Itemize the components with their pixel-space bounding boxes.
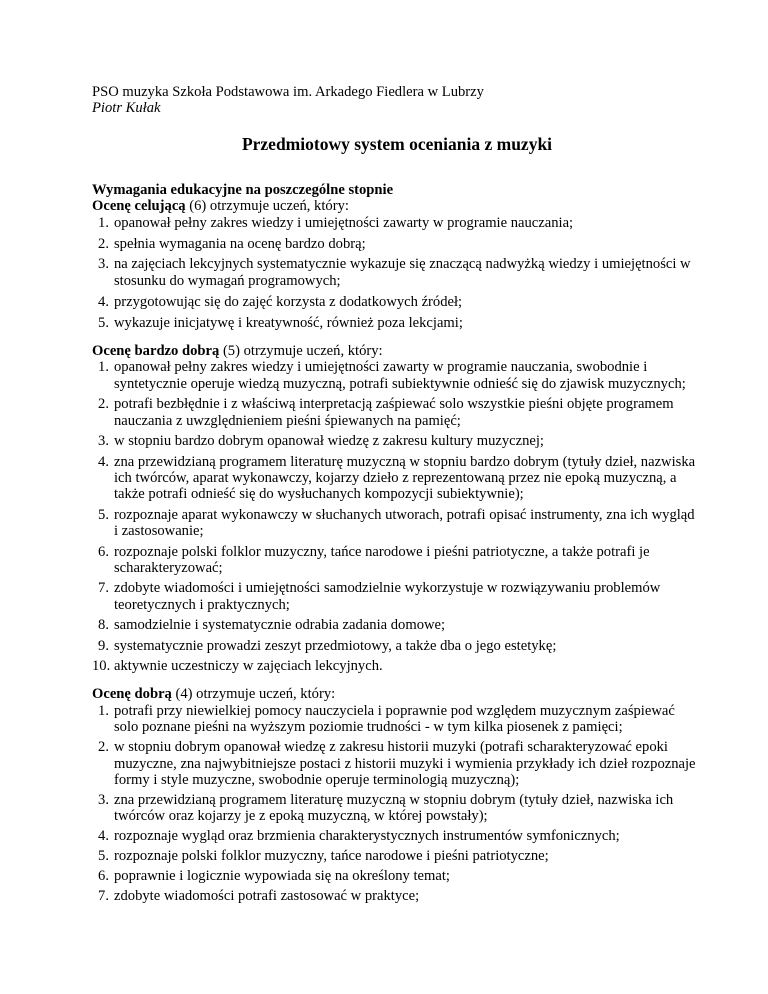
list-item-number: 4. (98, 453, 109, 470)
list-item-number: 8. (98, 617, 109, 634)
document-page (92, 84, 702, 917)
list-item-text: opanował pełny zakres wiedzy i umiejętności zawarty w programie nauczania, swobodnie i syntetycznie operuje wiedzą muzyczną, potrafi subiektywnie odnieść się do zjawisk muzycznych; (114, 359, 686, 392)
grade-block (92, 198, 702, 331)
list-item-number: 5. (98, 848, 109, 865)
list-item-text: poprawnie i logicznie wypowiada się na określony temat; (114, 868, 450, 885)
list-item-text: potrafi przy niewielkiej pomocy nauczyciela i poprawnie pod względem muzycznym zaśpiewać solo poznane pieśni na wyższym poziomie trudności - w tym kilka piosenek z pamięci; (114, 702, 675, 736)
list-item-number: 2. (98, 396, 109, 413)
grade-intro (92, 198, 702, 214)
list-item (92, 580, 702, 613)
list-item-number: 4. (98, 828, 109, 845)
grade-intro (92, 343, 702, 359)
list-item (92, 294, 702, 310)
list-item (92, 617, 702, 633)
list-item-number: 10. (92, 657, 111, 674)
list-item-number: 7. (98, 580, 109, 597)
list-item-number: 2. (98, 235, 109, 252)
list-item (92, 315, 702, 331)
list-item-text: rozpoznaje aparat wykonawczy w słuchanych utworach, potrafi opisać instrumenty, zna ich wygląd i zastosowanie; (114, 506, 695, 540)
grade-name: Ocenę dobrą (92, 686, 172, 703)
list-item (92, 215, 702, 231)
list-item (92, 359, 702, 392)
list-item-text: aktywnie uczestniczy w zajęciach lekcyjnych. (114, 657, 383, 674)
list-item-text: zdobyte wiadomości potrafi zastosować w praktyce; (114, 888, 420, 905)
list-item-text: rozpoznaje polski folklor muzyczny, tańce narodowe i pieśni patriotyczne; (114, 848, 549, 865)
list-item-number: 7. (98, 888, 109, 905)
list-item-number: 1. (98, 359, 109, 376)
list-item (92, 658, 702, 674)
list-item (92, 888, 702, 904)
list-item-text: potrafi bezbłędnie i z właściwą interpretacją zaśpiewać solo wszystkie pieśni objęte programem nauczania z uwzględnieniem pieśni śpiewanych na pamięć; (114, 396, 674, 429)
list-item (92, 396, 702, 429)
requirements-list (92, 703, 702, 905)
list-item-number: 3. (98, 433, 109, 450)
list-item-text: opanował pełny zakres wiedzy i umiejętności zawarty w programie nauczania; (114, 214, 574, 231)
document-header (92, 84, 702, 117)
list-item-text: zna przewidzianą programem literaturę muzyczną w stopniu bardzo dobrym (tytuły dzieł, nazwiska ich twórców, aparat wykonawczy, kojarzy dzieło z reprezentowaną przez nie epoką muzyczną, a także potrafi odnieść się do wysłuchanych kompozycji subiektywnie); (114, 453, 696, 503)
list-item-text: w stopniu bardzo dobrym opanował wiedzę z zakresu kultury muzycznej; (114, 433, 544, 450)
requirements-list (92, 359, 702, 674)
grade-intro-text: (5) otrzymuje uczeń, który: (219, 343, 383, 360)
list-item-text: rozpoznaje wygląd oraz brzmienia charakterystycznych instrumentów symfonicznych; (114, 828, 620, 845)
grade-intro-text: (6) otrzymuje uczeń, który: (185, 198, 349, 215)
list-item (92, 433, 702, 449)
list-item (92, 507, 702, 540)
list-item-text: na zajęciach lekcyjnych systematycznie wykazuje się znaczącą nadwyżką wiedzy i umiejętności w stosunku do wymagań programowych; (114, 256, 691, 289)
list-item-number: 3. (98, 256, 109, 273)
list-item (92, 236, 702, 252)
page-title: Przedmiotowy system oceniania z muzyki (241, 133, 553, 154)
grade-intro (92, 686, 702, 702)
list-item (92, 828, 702, 844)
list-item-number: 1. (98, 702, 109, 719)
list-item (92, 868, 702, 884)
list-item (92, 739, 702, 788)
grade-name: Ocenę bardzo dobrą (92, 343, 220, 360)
grades-container (92, 198, 702, 905)
list-item-number: 2. (98, 739, 109, 756)
list-item-number: 5. (98, 506, 109, 523)
list-item-text: przygotowując się do zajęć korzysta z dodatkowych źródeł; (114, 293, 463, 310)
list-item-text: spełnia wymagania na ocenę bardzo dobrą; (114, 235, 366, 252)
list-item-text: rozpoznaje polski folklor muzyczny, tańce narodowe i pieśni patriotyczne, a także potrafi je scharakteryzować; (114, 543, 650, 576)
list-item-number: 1. (98, 214, 109, 231)
requirements-list (92, 215, 702, 331)
list-item-number: 3. (98, 792, 109, 808)
list-item (92, 256, 702, 289)
header-author: Piotr Kułak (92, 100, 161, 117)
list-item (92, 848, 702, 864)
list-item (92, 454, 702, 503)
grade-block (92, 686, 702, 904)
list-item-text: zdobyte wiadomości i umiejętności samodzielnie wykorzystuje w rozwiązywaniu problemów teoretycznych i praktycznych; (114, 580, 661, 613)
section-heading: Wymagania edukacyjne na poszczególne stopnie (92, 181, 394, 198)
list-item-number: 4. (98, 293, 109, 310)
list-item-number: 9. (98, 637, 109, 654)
list-item (92, 792, 702, 825)
list-item-text: samodzielnie i systematycznie odrabia zadania domowe; (114, 617, 446, 634)
grade-block (92, 343, 702, 674)
list-item-number: 6. (98, 543, 109, 560)
list-item (92, 544, 702, 577)
list-item-text: zna przewidzianą programem literaturę muzyczną w stopniu dobrym (tytuły dzieł, nazwiska ich twórców oraz kojarzy je z epoką muzyczną, w której powstały); (114, 792, 674, 825)
list-item-number: 6. (98, 868, 109, 885)
list-item (92, 703, 702, 736)
grade-intro-text: (4) otrzymuje uczeń, który: (171, 686, 336, 703)
list-item-text: systematycznie prowadzi zeszyt przedmiotowy, a także dba o jego estetykę; (114, 637, 557, 654)
list-item-text: wykazuje inicjatywę i kreatywność, również poza lekcjami; (114, 314, 463, 331)
list-item-number: 5. (98, 314, 109, 331)
list-item-text: w stopniu dobrym opanował wiedzę z zakresu historii muzyki (potrafi scharakteryzować epoki muzyczne, zna najwybitniejsze postaci z historii muzyki i wymienia przykłady ich dzieł rozpoznaje formy i style muzyczne, swobodnie operuje terminologią muzyczną); (114, 739, 696, 788)
list-item (92, 638, 702, 654)
header-school-line: PSO muzyka Szkoła Podstawowa im. Arkadego Fiedlera w Lubrzy (92, 84, 484, 100)
grade-name: Ocenę celującą (92, 198, 186, 215)
